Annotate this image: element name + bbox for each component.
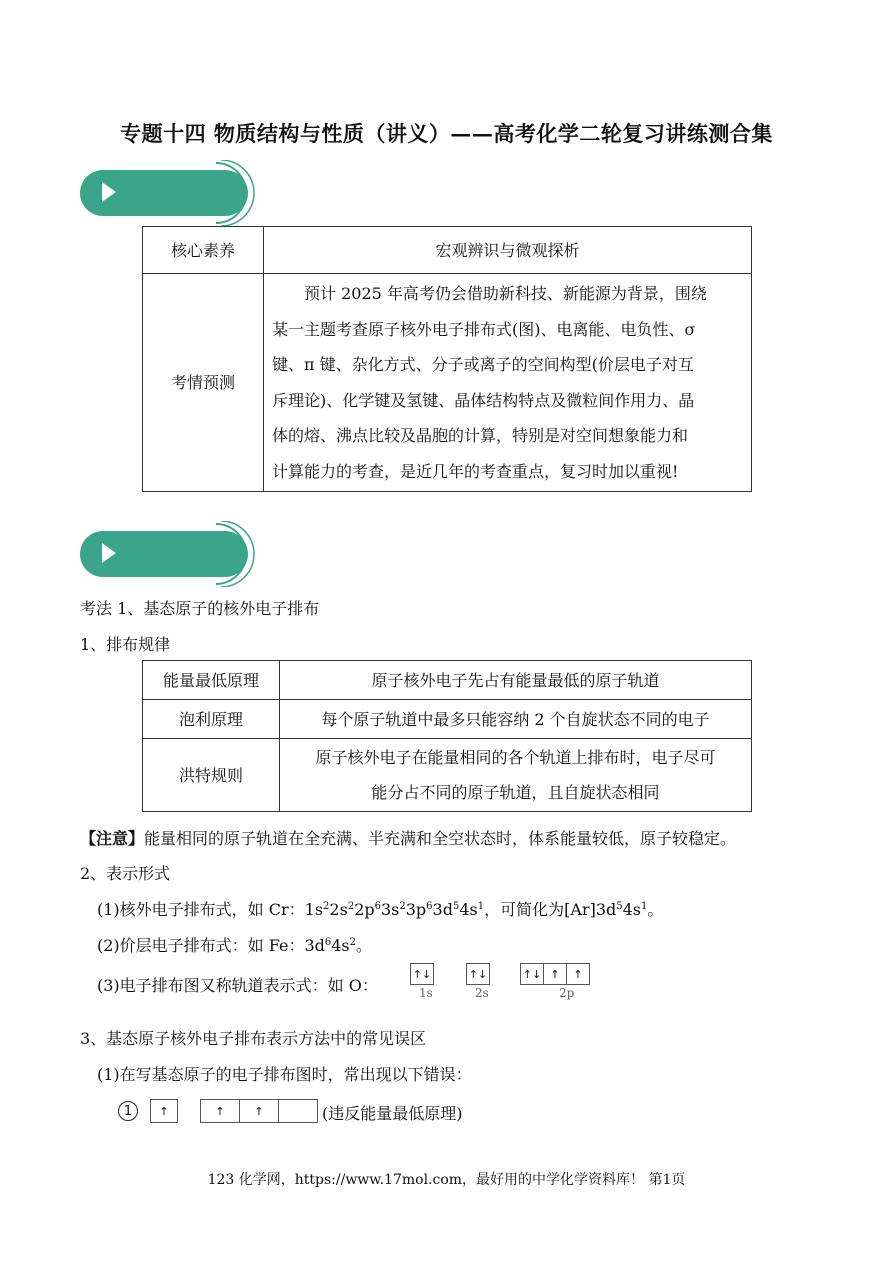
- note-tag: 【注意】: [80, 829, 145, 848]
- up-down-arrows-icon: ↑↓: [521, 964, 544, 984]
- form-electron-config: (1)核外电子排布式，如 Cr：$1s^22s^22p^63s^23p^63d^54s^1$，可简化为$[Ar]3d^54s^1$。: [97, 900, 664, 919]
- empty-orbital: [279, 1100, 317, 1122]
- core-literacy-value: 宏观辨识与微观探析: [264, 227, 752, 274]
- rules-table: [142, 660, 752, 812]
- orbital-label-2s: 2s: [475, 986, 489, 1000]
- error-note: (违反能量最低原理): [322, 1104, 463, 1123]
- rule-desc: 原子核外电子先占有能量最低的原子轨道: [280, 661, 752, 700]
- up-arrow-icon: ↑: [544, 964, 567, 984]
- section-heading: 考法 1、基态原子的核外电子排布: [80, 599, 320, 618]
- up-arrow-icon: ↑: [573, 967, 583, 981]
- rule-desc: 原子核外电子在能量相同的各个轨道上排布时，电子尽可 能分占不同的原子轨道，且自旋状态相同: [280, 739, 752, 812]
- subheading-forms: 2、表示形式: [80, 864, 171, 883]
- fe-config: $3d^64s^2$: [304, 936, 357, 955]
- page-title: 专题十四 物质结构与性质（讲义）——高考化学二轮复习讲练测合集: [120, 121, 773, 146]
- rule-label: 洪特规则: [143, 739, 280, 812]
- rule-label: 泡利原理: [143, 700, 280, 739]
- rule-desc: 每个原子轨道中最多只能容纳 2 个自旋状态不同的电子: [280, 700, 752, 739]
- orbital-box-1s: [410, 963, 434, 985]
- form-orbital-diagram: (3)电子排布图又称轨道表示式：如 O：: [97, 976, 378, 995]
- form-valence-config: (2)价层电子排布式：如 Fe：$3d^64s^2$。: [97, 936, 373, 955]
- up-down-arrows-icon: ↑↓: [412, 967, 432, 981]
- error-orbital-box-s: [150, 1099, 178, 1123]
- section-banner-1: [76, 160, 258, 226]
- core-literacy-table: [142, 226, 752, 492]
- forecast-text: 预计 2025 年高考仍会借助新科技、新能源为背景，围绕 某一主题考查原子核外电子排布式(图)、电离能、电负性、σ 键、π 键、杂化方式、分子或离子的空间构型(价层电子对互 斥理论)、化学键及氢键、晶体结构特点及微粒间作用力、晶 体的熔、沸点比较及晶胞的计算，特别是对空间想象能力和 计算能力的考查，是近几年的考查重点，复习时加以重视!: [264, 274, 752, 492]
- error-orbital-box-p: [200, 1099, 318, 1123]
- rule-label: 能量最低原理: [143, 661, 280, 700]
- section-banner-2: [76, 521, 258, 587]
- page-footer: 123 化学网，https://www.17mol.com，最好用的中学化学资料库！ 第1页: [207, 1172, 686, 1188]
- up-arrow-icon: ↑: [159, 1104, 169, 1118]
- orbital-box-2s: [466, 963, 490, 985]
- orbital-label-2p: 2p: [559, 986, 575, 1000]
- subheading-errors: 3、基态原子核外电子排布表示方法中的常见误区: [80, 1029, 427, 1048]
- error-intro: (1)在写基态原子的电子排布图时，常出现以下错误：: [97, 1065, 472, 1084]
- up-down-arrows-icon: ↑↓: [468, 967, 488, 981]
- forecast-label: 考情预测: [143, 274, 264, 492]
- orbital-box-2p: [520, 963, 590, 985]
- note-text: 能量相同的原子轨道在全充满、半充满和全空状态时，体系能量较低，原子较稳定。: [144, 829, 737, 848]
- orbital-label-1s: 1s: [419, 986, 433, 1000]
- cr-config: $1s^22s^22p^63s^23p^63d^54s^1$: [304, 900, 485, 919]
- core-literacy-label: 核心素养: [143, 227, 264, 274]
- subheading-rules: 1、排布规律: [80, 635, 171, 654]
- cr-short-config: $[Ar]3d^54s^1$: [564, 900, 648, 919]
- note: [80, 826, 736, 849]
- up-arrow-icon: ↑: [201, 1100, 240, 1122]
- item-number-circle: 1: [118, 1101, 138, 1121]
- up-arrow-icon: ↑: [240, 1100, 279, 1122]
